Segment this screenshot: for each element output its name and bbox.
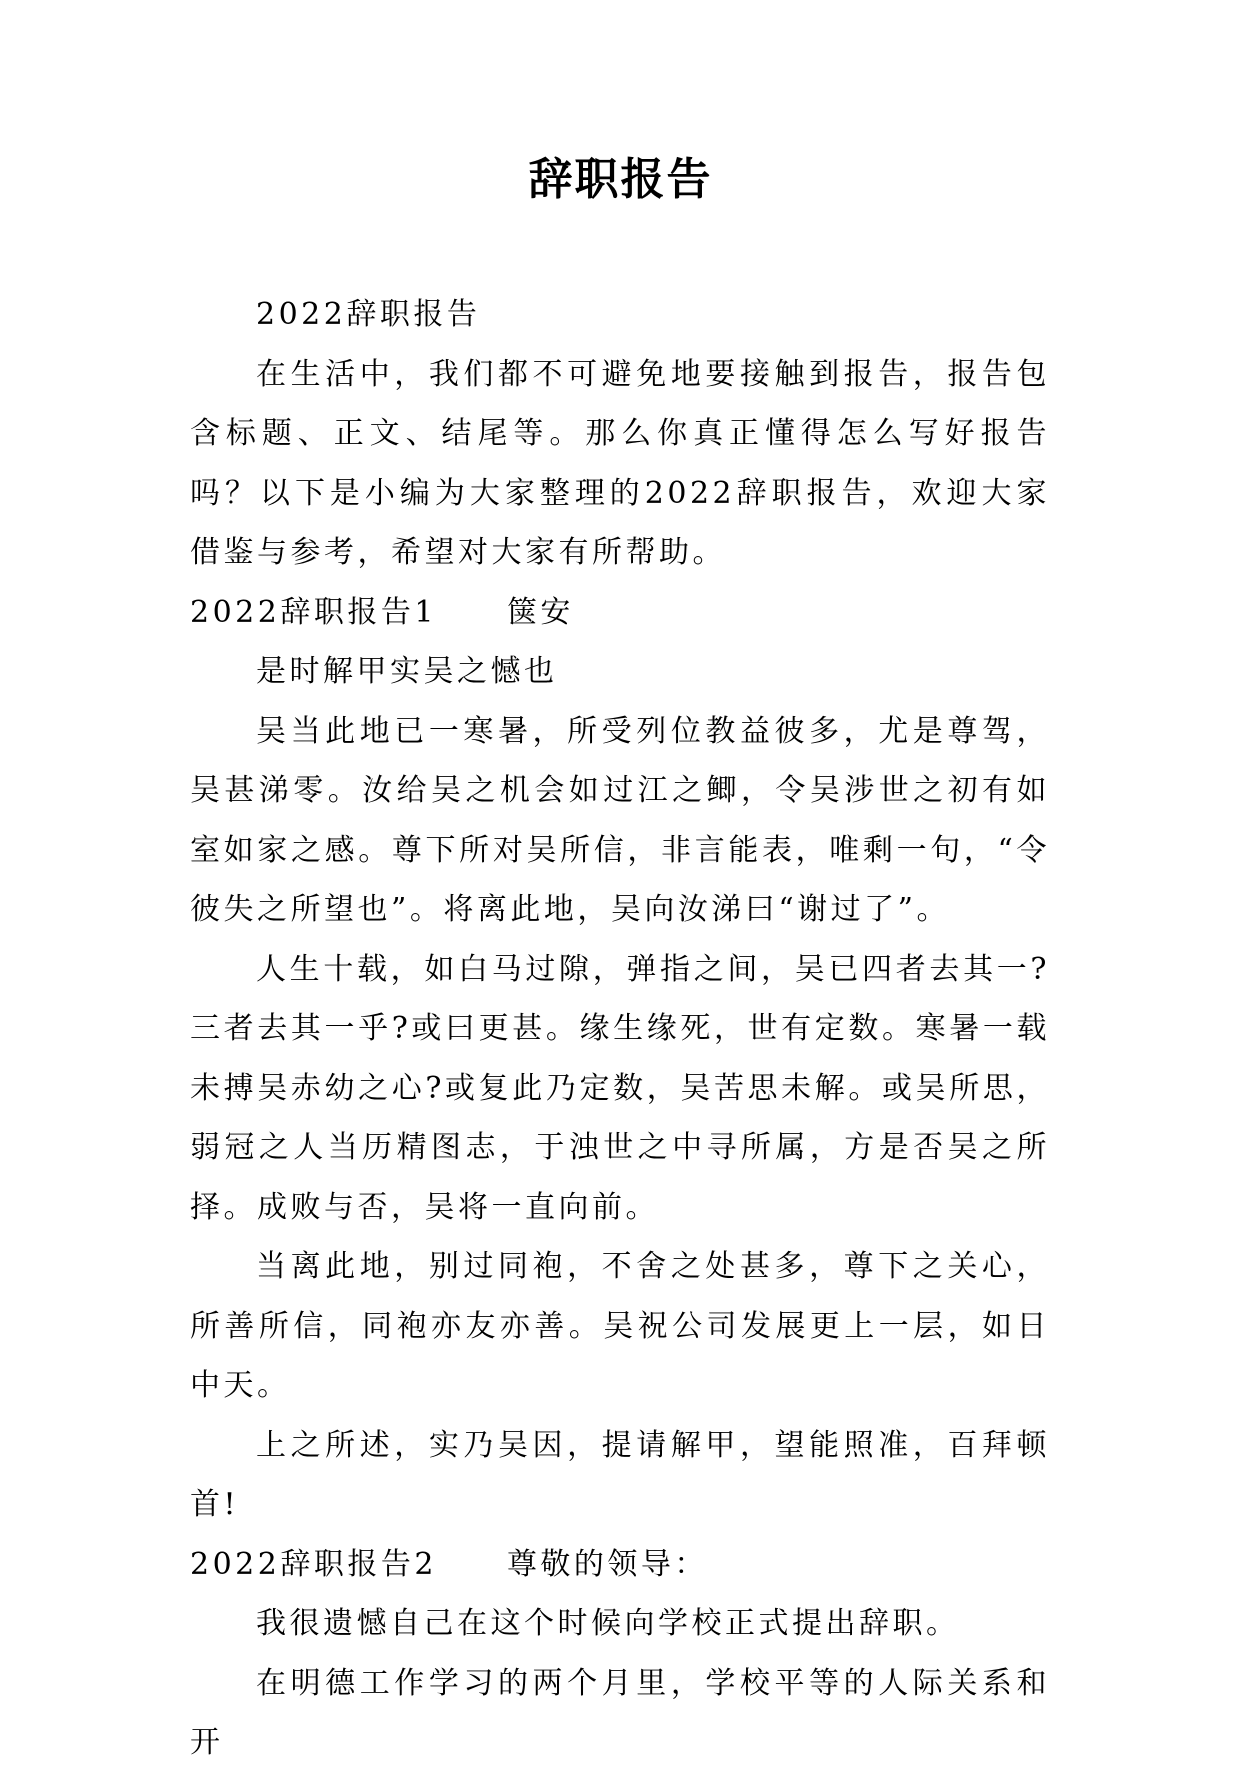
document-title: 辞职报告 [528,154,713,205]
section-1-salutation: 箧安 [506,594,574,630]
section-1-heading: 2022辞职报告1 [190,594,437,630]
section-2-paragraph: 在明德工作学习的两个月里，学校平等的人际关系和开 [190,1665,1050,1760]
section-1-heading-line [190,583,1050,643]
section-1-paragraph: 当离此地，别过同袍，不舍之处甚多，尊下之关心，所善所信，同袍亦友亦善。吴祝公司发展更上一层，如日中天。 [190,1249,1050,1403]
section-1-paragraph: 是时解甲实吴之憾也 [256,654,558,689]
section-2-heading-line [190,1535,1050,1595]
document-body [190,285,1050,1773]
section-1-paragraph: 人生十载，如白马过隙，弹指之间，吴已四者去其一?三者去其一乎?或曰更甚。缘生缘死，世有定数。寒暑一载未搏吴赤幼之心?或复此乃定数，吴苦思未解。或吴所思，弱冠之人当历精图志，于浊世之中寻所属，方是否吴之所择。成败与否，吴将一直向前。 [190,951,1050,1225]
section-2-paragraph: 我很遗憾自己在这个时候向学校正式提出辞职。 [256,1606,960,1641]
section-1-paragraph: 上之所述，实乃吴因，提请解甲，望能照准，百拜顿首! [190,1427,1050,1522]
section-2-heading: 2022辞职报告2 [190,1546,437,1582]
section-2-salutation: 尊敬的领导： [506,1546,708,1582]
section-1-paragraph: 吴当此地已一寒暑，所受列位教益彼多，尤是尊驾，吴甚涕零。汝给吴之机会如过江之鲫，令吴涉世之初有如室如家之感。尊下所对吴所信，非言能表，唯剩一句，“令彼失之所望也”。将离此地，吴向汝涕曰“谢过了”。 [190,713,1050,927]
intro-paragraph: 在生活中，我们都不可避免地要接触到报告，报告包含标题、正文、结尾等。那么你真正懂得怎么写好报告吗？以下是小编为大家整理的2022辞职报告，欢迎大家借鉴与参考，希望对大家有所帮助。 [190,356,1050,570]
intro-subtitle: 2022辞职报告 [256,297,481,332]
